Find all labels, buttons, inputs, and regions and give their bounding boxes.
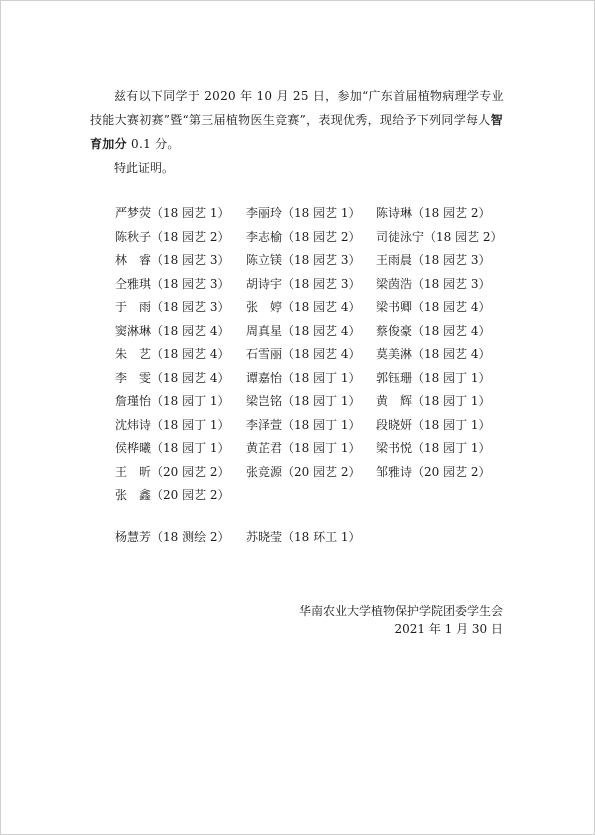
name-entry: 陈秋子（18 园艺 2） (115, 229, 230, 244)
name-entry: 林 睿（18 园艺 3） (115, 253, 230, 267)
name-row (115, 414, 515, 438)
name-row (115, 226, 515, 250)
name-entry: 李泽萱（18 园丁 1） (246, 417, 361, 432)
name-entry: 陈立镁（18 园艺 3） (246, 253, 361, 267)
name-entry: 胡诗宇（18 园艺 3） (246, 276, 361, 291)
name-entry: 严梦荧（18 园艺 1） (115, 206, 230, 220)
name-entry: 张 鑫（20 园艺 2） (115, 488, 230, 502)
name-entry: 苏晓莹（18 环工 1） (246, 530, 361, 544)
name-row (115, 296, 515, 320)
name-row (115, 526, 515, 550)
name-entry: 黄 辉（18 园丁 1） (376, 394, 491, 408)
name-entry: 李志榆（18 园艺 2） (246, 229, 361, 244)
name-entry: 邹雅诗（20 园艺 2） (376, 464, 491, 479)
name-entry: 沈炜诗（18 园丁 1） (115, 417, 230, 432)
name-row (115, 437, 515, 461)
name-entry: 于 雨（18 园艺 3） (115, 300, 230, 314)
signature-org: 华南农业大学植物保护学院团委学生会 (298, 604, 503, 618)
name-entry: 谭嘉怡（18 园丁 1） (246, 370, 361, 385)
name-entry: 王雨晨（18 园艺 3） (376, 253, 491, 267)
name-row (115, 461, 515, 485)
name-row (115, 390, 515, 414)
name-entry: 侯桦曦（18 园丁 1） (115, 441, 230, 455)
intro-paragraph (90, 84, 510, 156)
name-entry (376, 484, 515, 508)
intro-text: 兹有以下同学于 2020 年 10 月 25 日，参加“广东首届植物病理学专业技能大赛初赛”暨“第三届植物医生竞赛”，表现优秀，现给予下列同学每人 (90, 89, 504, 127)
name-entry: 莫美淋（18 园艺 4） (376, 347, 491, 361)
name-entry: 李 雯（18 园艺 4） (115, 370, 230, 385)
name-entry: 朱 艺（18 园艺 4） (115, 347, 230, 361)
name-row (115, 202, 515, 226)
name-entry: 张 婷（18 园艺 4） (246, 300, 361, 314)
intro-bold-text: 智育加分 (90, 113, 503, 151)
name-entry: 司徒泳宁（18 园艺 2） (376, 229, 503, 244)
signature-date: 2021 年 1 月 30 日 (394, 622, 503, 636)
name-list-extra (115, 526, 515, 550)
name-entry: 仝雅琪（18 园艺 3） (115, 276, 230, 291)
name-entry: 陈诗琳（18 园艺 2） (376, 206, 491, 220)
name-entry: 杨慧芳（18 测绘 2） (115, 530, 230, 544)
name-entry: 黄芷君（18 园丁 1） (246, 441, 361, 455)
certify-line: 特此证明。 (114, 161, 175, 175)
name-list (115, 202, 515, 508)
name-row (115, 249, 515, 273)
name-entry: 梁书悦（18 园丁 1） (376, 441, 491, 455)
name-entry (376, 526, 515, 550)
name-entry: 梁书卿（18 园艺 4） (376, 300, 491, 314)
name-entry (246, 484, 376, 508)
document-body (90, 84, 510, 180)
name-entry: 梁岂铭（18 园丁 1） (246, 394, 361, 408)
name-row (115, 484, 515, 508)
name-row (115, 343, 515, 367)
name-entry: 张竞源（20 园艺 2） (246, 464, 361, 479)
name-entry: 梁茵浩（18 园艺 3） (376, 276, 491, 291)
name-row (115, 367, 515, 391)
name-entry: 蔡俊豪（18 园艺 4） (376, 323, 491, 338)
name-entry: 李丽玲（18 园艺 1） (246, 206, 361, 220)
name-entry: 石雪丽（18 园艺 4） (246, 347, 361, 361)
signature-block (299, 602, 503, 638)
name-row (115, 320, 515, 344)
name-entry: 周真星（18 园艺 4） (246, 323, 361, 338)
name-entry: 王 昕（20 园艺 2） (115, 464, 230, 479)
intro-text-end: 0.1 分。 (126, 137, 180, 151)
name-entry: 段晓妍（18 园丁 1） (376, 417, 491, 432)
name-entry: 窦淋琳（18 园艺 4） (115, 323, 230, 338)
name-entry: 郭钰珊（18 园丁 1） (376, 370, 491, 385)
name-entry: 詹瑾怡（18 园丁 1） (115, 394, 230, 408)
name-row (115, 273, 515, 297)
